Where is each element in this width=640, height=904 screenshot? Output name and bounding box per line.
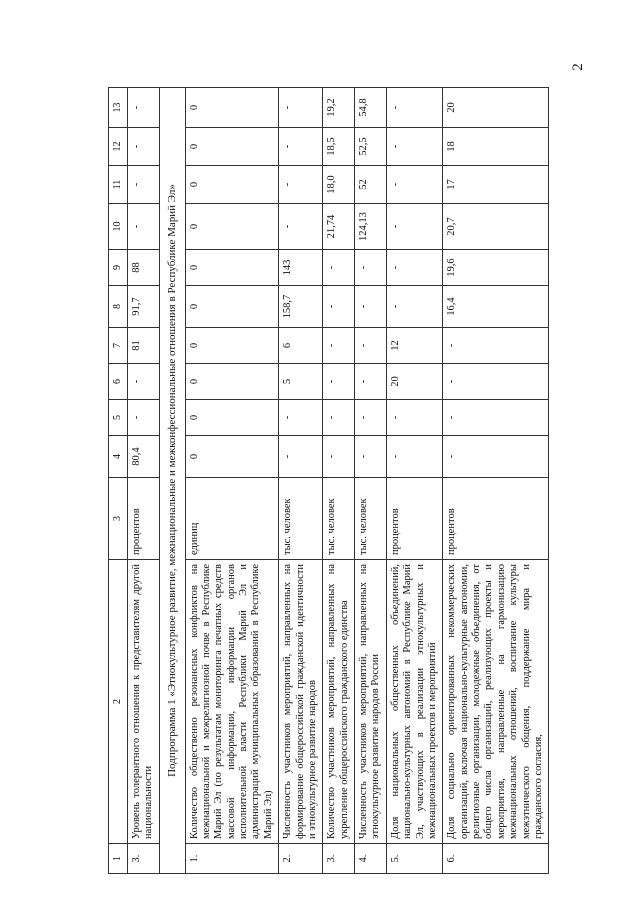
value-cell: -	[127, 400, 159, 436]
value-cell: 0	[185, 436, 279, 478]
value-cell: 20,7	[443, 204, 549, 250]
value-cell: 0	[185, 250, 279, 286]
value-cell: 5	[279, 364, 323, 400]
indicator-name: Доля национальных общественных объединений, национально-культурных автономий в Республике Марий Эл, участвующих в реализации этнокультурных и межнациональных проектов и мероприятий	[386, 560, 443, 844]
unit-cell: тыс. человек	[279, 478, 323, 560]
table-row	[323, 88, 355, 874]
value-cell: 143	[279, 250, 323, 286]
value-cell: 54,8	[355, 88, 387, 128]
indicator-name: Уровень толерантного отношения к представителям другой национальности	[127, 560, 159, 844]
header-cell: 13	[109, 88, 128, 128]
value-cell: -	[323, 364, 355, 400]
value-cell: 0	[185, 328, 279, 364]
header-cell: 7	[109, 328, 128, 364]
table-row	[386, 88, 443, 874]
table-row	[127, 88, 159, 874]
value-cell: -	[279, 88, 323, 128]
row-number: 6.	[443, 844, 549, 874]
value-cell: -	[355, 286, 387, 328]
indicator-name: Количество участников мероприятий, направленных на укрепление общероссийского гражданского единства	[323, 560, 355, 844]
value-cell: 0	[185, 128, 279, 166]
value-cell: 124,13	[355, 204, 387, 250]
header-cell: 9	[109, 250, 128, 286]
value-cell: 158,7	[279, 286, 323, 328]
row-number: 4.	[355, 844, 387, 874]
indicator-name: Доля социально ориентированных некоммерческих организаций, включая национально-культурные автономии, религиозные организации, молодежные объединения, от общего числа организаций, реализующих проекты и мероприятия, направленные на гармонизацию межнациональных отношений, воспитание культуры межэтнического общения, поддержание мира и гражданского согласия,	[443, 560, 549, 844]
value-cell: -	[127, 88, 159, 128]
header-cell: 3	[109, 478, 128, 560]
header-row	[109, 88, 128, 874]
indicator-name: Численность участников мероприятий, направленных на этнокультурное развитие народов России	[355, 560, 387, 844]
value-cell: -	[127, 364, 159, 400]
value-cell: -	[355, 250, 387, 286]
header-cell: 2	[109, 560, 128, 844]
value-cell: -	[355, 364, 387, 400]
value-cell: -	[279, 400, 323, 436]
table-row	[443, 88, 549, 874]
rotated-page	[108, 92, 544, 874]
value-cell: -	[443, 436, 549, 478]
value-cell: -	[323, 400, 355, 436]
value-cell: 17	[443, 166, 549, 204]
row-number: 3.	[323, 844, 355, 874]
value-cell: -	[323, 436, 355, 478]
header-cell: 10	[109, 204, 128, 250]
value-cell: -	[323, 286, 355, 328]
value-cell: -	[127, 204, 159, 250]
value-cell: -	[127, 128, 159, 166]
value-cell: 52,5	[355, 128, 387, 166]
unit-cell: единиц	[185, 478, 279, 560]
indicator-name: Количество общественно резонансных конфликтов на межнациональной и межрелигиозной почве в Республике Марий Эл (по результатам мониторинга печатных средств массовой информации, информации органов исполнительной власти Республики Марий Эл и администраций муниципальных образований в Республике Марий Эл)	[185, 560, 279, 844]
value-cell: 21,74	[323, 204, 355, 250]
value-cell: 0	[185, 166, 279, 204]
value-cell: 18	[443, 128, 549, 166]
header-cell: 1	[109, 844, 128, 874]
value-cell: 88	[127, 250, 159, 286]
unit-cell: процентов	[386, 478, 443, 560]
value-cell: 0	[185, 88, 279, 128]
table-row	[355, 88, 387, 874]
value-cell: -	[355, 328, 387, 364]
value-cell: 19,6	[443, 250, 549, 286]
value-cell: -	[386, 128, 443, 166]
header-cell: 5	[109, 400, 128, 436]
indicator-name: Численность участников мероприятий, направленных на формирование общероссийской гражданской идентичности и этнокультурное развитие народов	[279, 560, 323, 844]
table-row	[279, 88, 323, 874]
value-cell: 0	[185, 286, 279, 328]
value-cell: -	[386, 436, 443, 478]
value-cell: 81	[127, 328, 159, 364]
value-cell: 20	[443, 88, 549, 128]
value-cell: -	[279, 128, 323, 166]
table-rotation-wrapper	[108, 92, 544, 874]
value-cell: -	[386, 286, 443, 328]
unit-cell: тыс. человек	[323, 478, 355, 560]
value-cell: 18,5	[323, 128, 355, 166]
value-cell: 0	[185, 364, 279, 400]
value-cell: 12	[386, 328, 443, 364]
row-number: 3.	[127, 844, 159, 874]
value-cell: 18,0	[323, 166, 355, 204]
value-cell: -	[386, 204, 443, 250]
value-cell: -	[279, 166, 323, 204]
value-cell: -	[386, 250, 443, 286]
value-cell: -	[355, 436, 387, 478]
value-cell: -	[386, 400, 443, 436]
row-number: 5.	[386, 844, 443, 874]
value-cell: -	[386, 166, 443, 204]
unit-cell: процентов	[127, 478, 159, 560]
value-cell: 91,7	[127, 286, 159, 328]
header-cell: 6	[109, 364, 128, 400]
value-cell: -	[323, 328, 355, 364]
indicators-table	[108, 87, 549, 874]
unit-cell: процентов	[443, 478, 549, 560]
subprogram-row	[159, 88, 185, 874]
value-cell: 80,4	[127, 436, 159, 478]
row-number: 1.	[185, 844, 279, 874]
value-cell: -	[355, 400, 387, 436]
subprogram-title: Подпрограмма 1 «Этнокультурное развитие, межнациональные и межконфессиональные отношения в Республике Марий Эл»	[159, 88, 185, 874]
header-cell: 11	[109, 166, 128, 204]
value-cell: 19,2	[323, 88, 355, 128]
row-number: 2.	[279, 844, 323, 874]
value-cell: 6	[279, 328, 323, 364]
value-cell: -	[443, 364, 549, 400]
value-cell: -	[127, 166, 159, 204]
table-row	[185, 88, 279, 874]
value-cell: -	[443, 328, 549, 364]
header-cell: 8	[109, 286, 128, 328]
page-number: 2	[569, 63, 586, 71]
header-cell: 12	[109, 128, 128, 166]
value-cell: 0	[185, 400, 279, 436]
value-cell: 16,4	[443, 286, 549, 328]
unit-cell: тыс. человек	[355, 478, 387, 560]
value-cell: -	[443, 400, 549, 436]
header-cell: 4	[109, 436, 128, 478]
value-cell: 52	[355, 166, 387, 204]
page-number-area	[0, 54, 640, 80]
value-cell: 20	[386, 364, 443, 400]
value-cell: -	[279, 436, 323, 478]
value-cell: -	[323, 250, 355, 286]
value-cell: -	[386, 88, 443, 128]
value-cell: 0	[185, 204, 279, 250]
value-cell: -	[279, 204, 323, 250]
